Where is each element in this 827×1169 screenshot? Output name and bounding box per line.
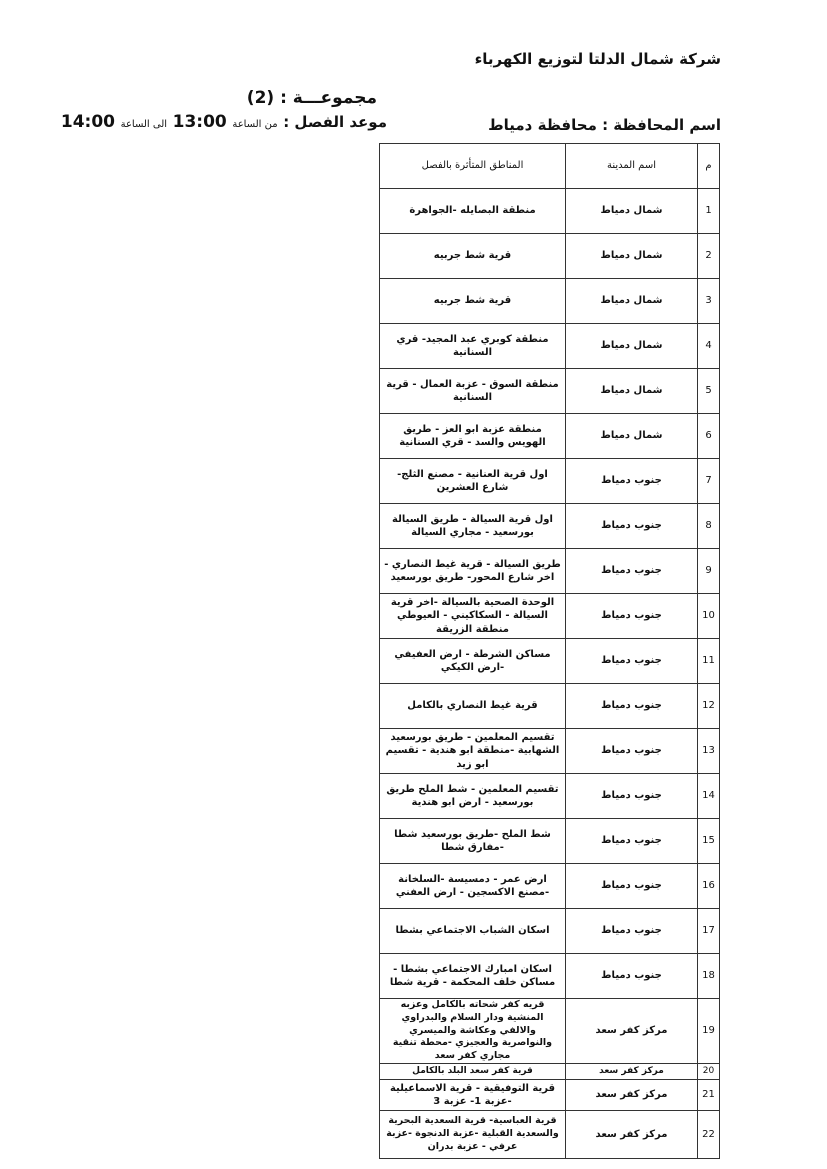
table-row bbox=[380, 954, 720, 999]
col-header-city: اسم المدينة bbox=[566, 144, 698, 189]
row-number: 13 bbox=[698, 729, 720, 774]
row-areas: تقسيم المعلمين - شط الملح طريق بورسعيد - ارض ابو هندية bbox=[380, 774, 566, 819]
table-row bbox=[380, 279, 720, 324]
table-row bbox=[380, 774, 720, 819]
row-city: شمال دمياط bbox=[566, 414, 698, 459]
row-number: 17 bbox=[698, 909, 720, 954]
table-row bbox=[380, 414, 720, 459]
row-areas: قرية كفر سعد البلد بالكامل bbox=[380, 1064, 566, 1080]
row-areas: قرية شط جربيه bbox=[380, 279, 566, 324]
row-number: 19 bbox=[698, 999, 720, 1064]
table-row bbox=[380, 639, 720, 684]
row-number: 22 bbox=[698, 1111, 720, 1159]
affected-areas-table bbox=[379, 143, 720, 1159]
company-name: شركة شمال الدلتا لتوزيع الكهرباء bbox=[474, 50, 721, 68]
cutoff-schedule bbox=[61, 112, 387, 132]
row-city: شمال دمياط bbox=[566, 234, 698, 279]
table-row bbox=[380, 684, 720, 729]
row-city: شمال دمياط bbox=[566, 369, 698, 414]
row-areas: منطقة عزبة ابو العز - طريق الهويس والسد - قري السنانية bbox=[380, 414, 566, 459]
table-row bbox=[380, 864, 720, 909]
row-number: 14 bbox=[698, 774, 720, 819]
row-number: 11 bbox=[698, 639, 720, 684]
row-areas: تقسيم المعلمين - طريق بورسعيد الشهابية -منطقة ابو هندية - تقسيم ابو زيد bbox=[380, 729, 566, 774]
schedule-label: موعد الفصل : bbox=[283, 113, 387, 131]
table-row bbox=[380, 999, 720, 1064]
row-city: مركز كفر سعد bbox=[566, 1111, 698, 1159]
row-city: جنوب دمياط bbox=[566, 594, 698, 639]
table-row bbox=[380, 459, 720, 504]
row-areas: قرية شط جربيه bbox=[380, 234, 566, 279]
table-row bbox=[380, 234, 720, 279]
row-number: 20 bbox=[698, 1064, 720, 1080]
row-number: 18 bbox=[698, 954, 720, 999]
table-row bbox=[380, 1080, 720, 1111]
row-number: 3 bbox=[698, 279, 720, 324]
row-areas: اسكان امبارك الاجتماعي بشطا - مساكن خلف المحكمة - قرية شطا bbox=[380, 954, 566, 999]
row-city: جنوب دمياط bbox=[566, 819, 698, 864]
row-areas: قريه كفر شحاته بالكامل وعزبه المنشية ودار السلام والبدراوي والالفي وعكاشة والميسري والنواصرية والعجيزي -محطة تنقية مجاري كفر سعد bbox=[380, 999, 566, 1064]
row-city: مركز كفر سعد bbox=[566, 999, 698, 1064]
to-label: الى الساعة bbox=[120, 119, 168, 130]
table-row bbox=[380, 549, 720, 594]
row-city: جنوب دمياط bbox=[566, 459, 698, 504]
from-label: من الساعة bbox=[232, 119, 278, 130]
row-areas: منطقة السوق - عزبة العمال - قرية السنانية bbox=[380, 369, 566, 414]
table-row bbox=[380, 1111, 720, 1159]
row-number: 8 bbox=[698, 504, 720, 549]
table-row bbox=[380, 504, 720, 549]
row-city: شمال دمياط bbox=[566, 279, 698, 324]
row-city: جنوب دمياط bbox=[566, 729, 698, 774]
table-row bbox=[380, 819, 720, 864]
row-number: 21 bbox=[698, 1080, 720, 1111]
row-number: 7 bbox=[698, 459, 720, 504]
table-row bbox=[380, 729, 720, 774]
row-city: جنوب دمياط bbox=[566, 954, 698, 999]
table-row bbox=[380, 1064, 720, 1080]
row-city: جنوب دمياط bbox=[566, 684, 698, 729]
row-city: جنوب دمياط bbox=[566, 864, 698, 909]
row-areas: ارض عمر - دمسيسة -السلخانة -مصنع الاكسجين - ارض العفني bbox=[380, 864, 566, 909]
row-city: جنوب دمياط bbox=[566, 909, 698, 954]
row-city: مركز كفر سعد bbox=[566, 1080, 698, 1111]
from-time: 13:00 bbox=[172, 112, 227, 132]
table-row bbox=[380, 189, 720, 234]
col-header-num: م bbox=[698, 144, 720, 189]
table-row bbox=[380, 594, 720, 639]
row-areas: اول قرية السيالة - طريق السيالة بورسعيد - مجاري السيالة bbox=[380, 504, 566, 549]
row-city: جنوب دمياط bbox=[566, 549, 698, 594]
governorate-name: اسم المحافظة : محافظة دمياط bbox=[488, 116, 721, 134]
row-number: 12 bbox=[698, 684, 720, 729]
row-areas: مساكن الشرطة - ارض العفيفي -ارض الكيكي bbox=[380, 639, 566, 684]
row-city: شمال دمياط bbox=[566, 324, 698, 369]
row-areas: اسكان الشباب الاجتماعي بشطا bbox=[380, 909, 566, 954]
row-number: 2 bbox=[698, 234, 720, 279]
row-number: 6 bbox=[698, 414, 720, 459]
row-areas: قرية غيط النصاري بالكامل bbox=[380, 684, 566, 729]
table-row bbox=[380, 369, 720, 414]
row-areas: قرية التوفيقية - قرية الاسماعيلية -عزبة 1- عزبة 3 bbox=[380, 1080, 566, 1111]
group-number: مجموعـــة : (2) bbox=[246, 88, 377, 108]
row-number: 1 bbox=[698, 189, 720, 234]
table-row bbox=[380, 909, 720, 954]
row-areas: شط الملح -طريق بورسعيد شطا -مفارق شطا bbox=[380, 819, 566, 864]
col-header-area: المناطق المتأثرة بالفصل bbox=[380, 144, 566, 189]
row-areas: قرية العباسية- قرية السعدية البحرية والسعدية القبلية -عزبة الدنجوة -عزبة عرفي - عزبة بدران bbox=[380, 1111, 566, 1159]
row-city: شمال دمياط bbox=[566, 189, 698, 234]
row-city: جنوب دمياط bbox=[566, 504, 698, 549]
row-number: 5 bbox=[698, 369, 720, 414]
row-areas: اول قرية العنانية - مصنع الثلج- شارع العشرين bbox=[380, 459, 566, 504]
row-areas: الوحدة الصحية بالسيالة -اخر قرية السيالة - السكاكيني - العيوطي منطقة الزريقة bbox=[380, 594, 566, 639]
row-number: 10 bbox=[698, 594, 720, 639]
row-number: 4 bbox=[698, 324, 720, 369]
row-number: 16 bbox=[698, 864, 720, 909]
row-areas: منطقة كوبري عبد المجيد- قري السنانية bbox=[380, 324, 566, 369]
table-row bbox=[380, 324, 720, 369]
row-city: جنوب دمياط bbox=[566, 639, 698, 684]
row-areas: طريق السيالة - قرية غيط النصاري - اخر شارع المحور- طريق بورسعيد bbox=[380, 549, 566, 594]
row-city: مركز كفر سعد bbox=[566, 1064, 698, 1080]
row-number: 9 bbox=[698, 549, 720, 594]
row-city: جنوب دمياط bbox=[566, 774, 698, 819]
to-time: 14:00 bbox=[60, 112, 116, 132]
row-areas: منطقة البصايله -الجواهرة bbox=[380, 189, 566, 234]
table-header-row bbox=[380, 144, 720, 189]
row-number: 15 bbox=[698, 819, 720, 864]
